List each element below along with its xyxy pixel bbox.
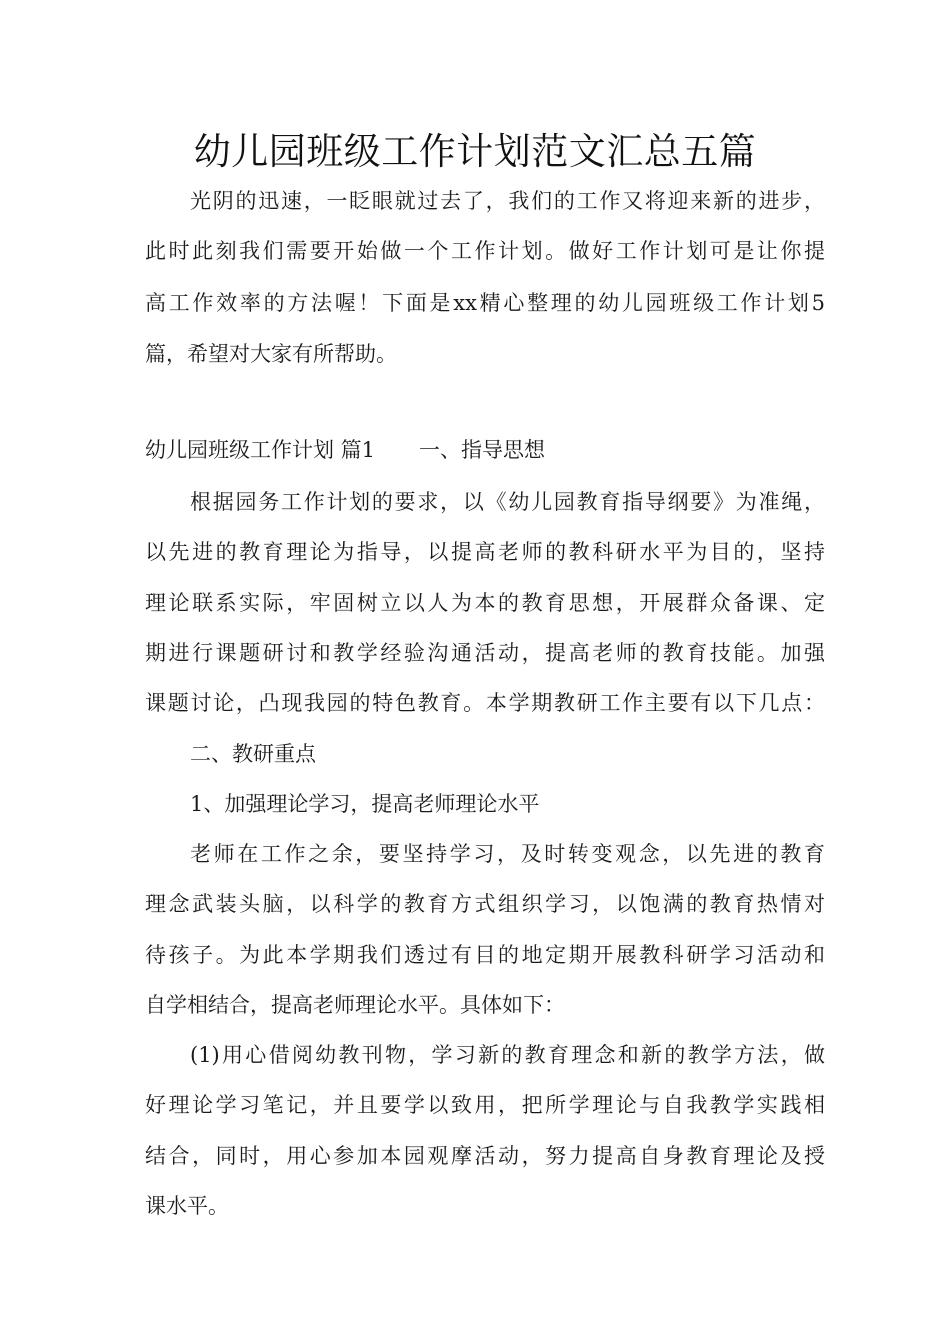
- intro-line-2: 此时此刻我们需要开始做一个工作计划。做好工作计划可是让你提: [145, 239, 825, 263]
- intro-line-3: 高工作效率的方法喔！下面是xx精心整理的幼儿园班级工作计划5: [145, 291, 825, 315]
- item1-line-4: 自学相结合，提高老师理论水平。具体如下：: [145, 993, 565, 1017]
- guiding-line-3: 理论联系实际，牢固树立以人为本的教育思想，开展群众备课、定: [145, 591, 825, 615]
- plan-label: 幼儿园班级工作计划 篇1: [145, 438, 376, 462]
- guiding-line-4: 期进行课题研讨和教学经验沟通活动，提高老师的教育技能。加强: [145, 641, 825, 665]
- sub1-line-3: 结合，同时，用心参加本园观摩活动，努力提高自身教育理论及授: [145, 1144, 825, 1168]
- sub1-line-1: (1)用心借阅幼教刊物，学习新的教育理念和新的教学方法，做: [190, 1043, 825, 1067]
- intro-line-4: 篇，希望对大家有所帮助。: [145, 342, 397, 366]
- item1-heading: 1、加强理论学习，提高老师理论水平: [190, 792, 540, 816]
- section-heading-row: [145, 435, 545, 465]
- document-title: 幼儿园班级工作计划范文汇总五篇: [193, 130, 757, 173]
- guiding-line-5: 课题讨论，凸现我园的特色教育。本学期教研工作主要有以下几点：: [145, 691, 825, 715]
- guiding-heading: 一、指导思想: [419, 438, 546, 462]
- item1-line-2: 理念武装头脑，以科学的教育方式组织学习，以饱满的教育热情对: [145, 892, 825, 916]
- research-heading: 二、教研重点: [190, 742, 316, 766]
- item1-line-1: 老师在工作之余，要坚持学习，及时转变观念，以先进的教育: [190, 842, 825, 866]
- intro-line-1: 光阴的迅速，一眨眼就过去了，我们的工作又将迎来新的进步，: [190, 189, 825, 213]
- item1-line-3: 待孩子。为此本学期我们透过有目的地定期开展教科研学习活动和: [145, 943, 825, 967]
- guiding-line-2: 以先进的教育理论为指导，以提高老师的教科研水平为目的，坚持: [145, 540, 825, 564]
- guiding-line-1: 根据园务工作计划的要求，以《幼儿园教育指导纲要》为准绳，: [190, 490, 825, 514]
- sub1-line-2: 好理论学习笔记，并且要学以致用，把所学理论与自我教学实践相: [145, 1093, 825, 1117]
- sub1-line-4: 课水平。: [145, 1194, 229, 1218]
